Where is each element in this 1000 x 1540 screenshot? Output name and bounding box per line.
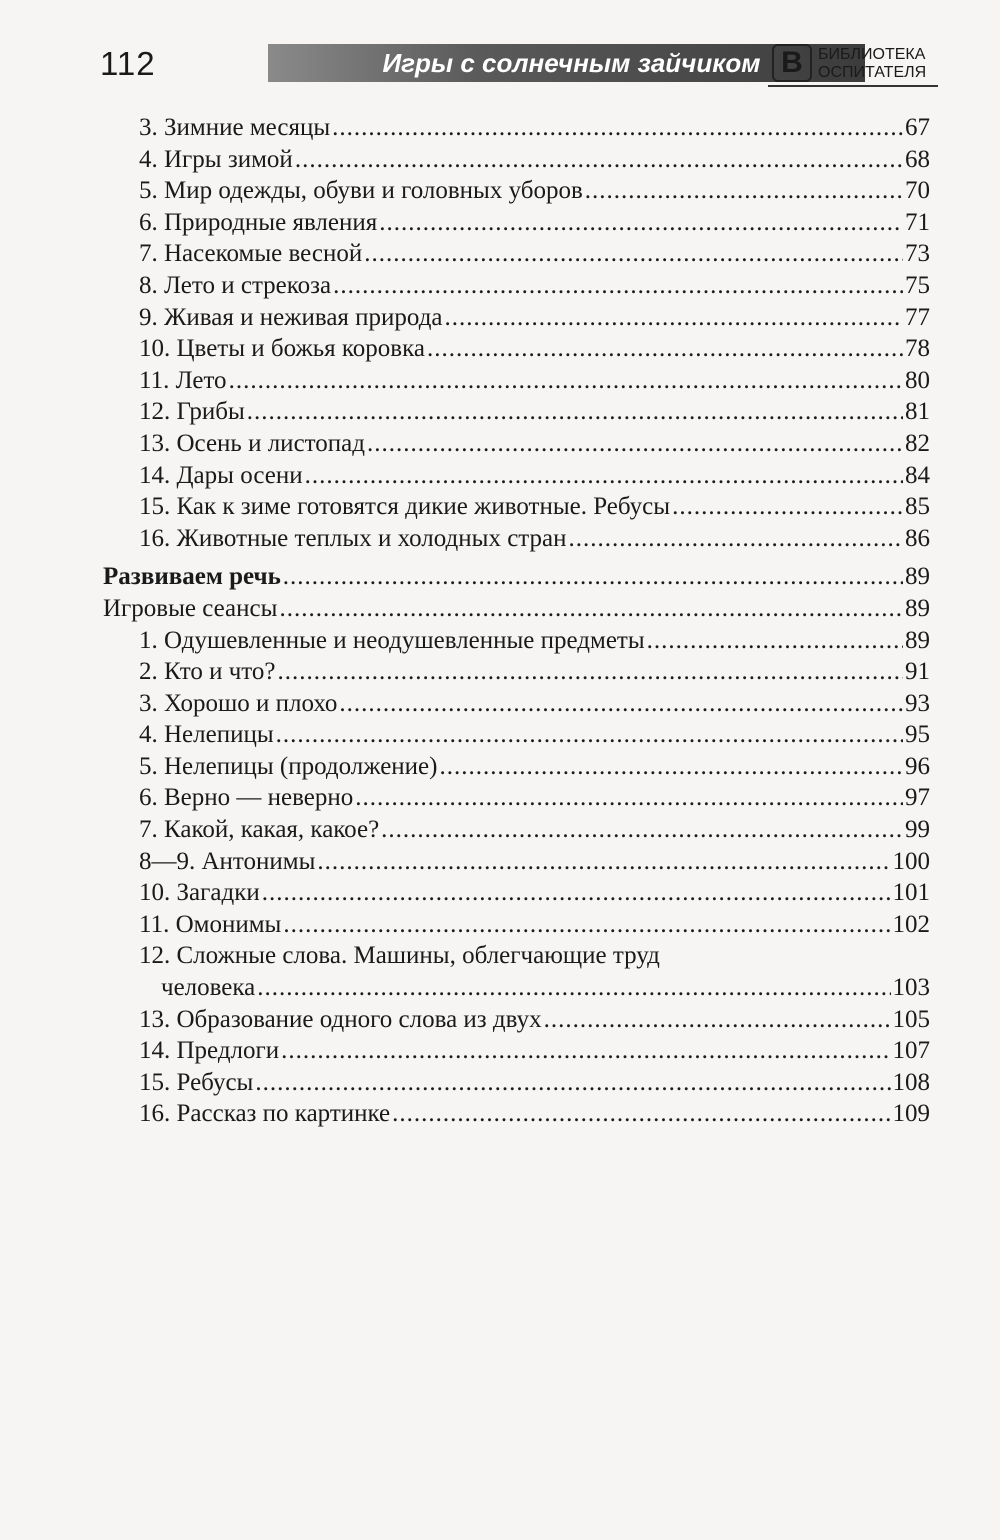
toc-dot-leader bbox=[585, 175, 903, 207]
page-number: 112 bbox=[100, 45, 156, 82]
toc-entry-page: 77 bbox=[905, 303, 930, 331]
toc-entry-page: 68 bbox=[905, 145, 930, 173]
toc-entry-page: 82 bbox=[905, 429, 930, 457]
toc-entry-page: 109 bbox=[892, 1100, 930, 1128]
toc-dot-leader bbox=[277, 656, 903, 688]
toc-entry[interactable] bbox=[103, 1067, 930, 1099]
toc-entry[interactable] bbox=[103, 909, 930, 941]
toc-dot-leader bbox=[355, 782, 903, 814]
toc-dot-leader bbox=[392, 1098, 890, 1130]
series-logo-letter: В bbox=[772, 44, 812, 82]
toc-dot-leader bbox=[305, 460, 903, 492]
toc-entry-title: 6. Природные явления bbox=[139, 208, 378, 236]
toc-entry-page: 100 bbox=[892, 847, 930, 875]
toc-entry-title: 13. Образование одного слова из двух bbox=[139, 1005, 542, 1033]
toc-entry[interactable] bbox=[103, 593, 930, 625]
toc-dot-leader bbox=[672, 491, 903, 523]
toc-dot-leader bbox=[381, 814, 903, 846]
toc-entry[interactable] bbox=[103, 877, 930, 909]
toc-entry-title: Развиваем речь bbox=[103, 563, 281, 591]
toc-entry-title: 1. Одушевленные и неодушевленные предметы bbox=[139, 626, 645, 654]
toc-entry-title: 5. Нелепицы (продолжение) bbox=[139, 752, 438, 780]
toc-entry[interactable] bbox=[103, 523, 930, 555]
toc-entry[interactable] bbox=[103, 428, 930, 460]
toc-entry-page: 107 bbox=[892, 1037, 930, 1065]
toc-entry-page: 89 bbox=[905, 563, 930, 591]
toc-dot-leader bbox=[255, 1067, 890, 1099]
toc-entry-title: 11. Лето bbox=[139, 366, 227, 394]
toc-dot-leader bbox=[295, 144, 903, 176]
toc-entry-title: 14. Предлоги bbox=[139, 1037, 280, 1065]
toc-dot-leader bbox=[283, 909, 890, 941]
toc-entry-page: 102 bbox=[892, 910, 930, 938]
toc-entry-title: 11. Омонимы bbox=[139, 910, 282, 938]
toc-dot-leader bbox=[427, 333, 903, 365]
toc-entry[interactable] bbox=[103, 112, 930, 144]
toc-entry-title: 2. Кто и что? bbox=[139, 658, 276, 686]
toc-entry[interactable] bbox=[103, 846, 930, 878]
toc-entry[interactable] bbox=[103, 460, 930, 492]
toc-dot-leader bbox=[367, 428, 903, 460]
toc-entry-page: 75 bbox=[905, 271, 930, 299]
toc-entry-title: 15. Ребусы bbox=[139, 1068, 254, 1096]
toc-entry-title: 6. Верно — неверно bbox=[139, 784, 354, 812]
toc-dot-leader bbox=[283, 561, 903, 593]
toc-entry-page: 73 bbox=[905, 240, 930, 268]
toc-dot-leader bbox=[281, 1035, 890, 1067]
toc-dot-leader bbox=[317, 846, 890, 878]
toc-entry-title: 9. Живая и неживая природа bbox=[139, 303, 443, 331]
toc-entry-page: 84 bbox=[905, 461, 930, 489]
toc-entry[interactable] bbox=[103, 396, 930, 428]
toc-section-heading[interactable] bbox=[103, 561, 930, 593]
toc-dot-leader bbox=[257, 972, 890, 1004]
toc-entry-page: 80 bbox=[905, 366, 930, 394]
toc-entry-page: 89 bbox=[905, 626, 930, 654]
toc-entry[interactable] bbox=[103, 719, 930, 751]
toc-entry-page: 86 bbox=[905, 524, 930, 552]
toc-entry[interactable] bbox=[103, 782, 930, 814]
toc-dot-leader bbox=[569, 523, 903, 555]
toc-entry-title: 8—9. Антонимы bbox=[139, 847, 316, 875]
toc-entry-page: 67 bbox=[905, 114, 930, 141]
toc-entry-title: Игровые сеансы bbox=[103, 594, 278, 622]
toc-dot-leader bbox=[439, 751, 903, 783]
toc-entry-page: 78 bbox=[905, 335, 930, 363]
toc-dot-leader bbox=[379, 207, 903, 239]
page-header bbox=[100, 40, 938, 90]
toc-entry-page: 70 bbox=[905, 177, 930, 205]
toc-entry-title: 16. Животные теплых и холодных стран bbox=[139, 524, 567, 552]
toc-entry-title: 12. Грибы bbox=[139, 398, 245, 426]
toc-entry[interactable] bbox=[103, 175, 930, 207]
toc-entry-page: 95 bbox=[905, 721, 930, 749]
running-title: Игры с солнечным зайчиком bbox=[382, 48, 761, 78]
toc-entry-page: 105 bbox=[892, 1005, 930, 1033]
toc-entry-page: 89 bbox=[905, 594, 930, 622]
toc-entry[interactable] bbox=[103, 491, 930, 523]
toc-entry[interactable] bbox=[103, 144, 930, 176]
toc-entry[interactable] bbox=[103, 625, 930, 657]
toc-entry-title: 14. Дары осени bbox=[139, 461, 303, 489]
toc-entry-title: 4. Игры зимой bbox=[139, 145, 293, 173]
toc-entry[interactable] bbox=[103, 333, 930, 365]
toc-entry-title: 3. Хорошо и плохо bbox=[139, 689, 338, 717]
toc-entry-page: 99 bbox=[905, 816, 930, 844]
toc-entry-page: 93 bbox=[905, 689, 930, 717]
toc-dot-leader bbox=[333, 270, 903, 302]
toc-entry-title: 15. Как к зиме готовятся дикие животные. Ребусы bbox=[139, 493, 671, 521]
toc-entry[interactable] bbox=[103, 688, 930, 720]
toc-dot-leader bbox=[364, 238, 903, 270]
toc-entry-page: 108 bbox=[892, 1068, 930, 1096]
toc-entry-title: 3. Зимние месяцы bbox=[139, 114, 331, 141]
toc-entry[interactable] bbox=[103, 1035, 930, 1067]
toc-entry[interactable] bbox=[103, 814, 930, 846]
toc-dot-leader bbox=[445, 302, 903, 334]
toc-entry-title: 7. Какой, какая, какое? bbox=[139, 816, 380, 844]
toc-dot-leader bbox=[262, 877, 891, 909]
toc-entry-title: человека bbox=[161, 974, 256, 1002]
toc-entry-title: 10. Цветы и божья коровка bbox=[139, 335, 425, 363]
toc-dot-leader bbox=[544, 1004, 891, 1036]
toc-entry[interactable] bbox=[103, 751, 930, 783]
series-logo-line2: ОСПИТАТЕЛЯ bbox=[818, 64, 927, 81]
toc-entry[interactable] bbox=[103, 207, 930, 239]
toc-entry-title: 13. Осень и листопад bbox=[139, 429, 365, 457]
toc-dot-leader bbox=[279, 593, 903, 625]
toc-entry-title: 16. Рассказ по картинке bbox=[139, 1100, 391, 1128]
toc-entry-title: 5. Мир одежды, обуви и головных уборов bbox=[139, 177, 583, 205]
toc-dot-leader bbox=[332, 112, 903, 144]
toc-entry-page: 91 bbox=[905, 658, 930, 686]
toc-entry-page: 103 bbox=[892, 974, 930, 1002]
series-logo bbox=[772, 44, 938, 84]
toc-dot-leader bbox=[247, 396, 903, 428]
toc-dot-leader bbox=[229, 365, 903, 397]
toc-entry-title: 12. Сложные слова. Машины, облегчающие труд bbox=[139, 942, 660, 970]
series-logo-line1: БИБЛИОТЕКА bbox=[818, 46, 926, 63]
toc-entry-title: 4. Нелепицы bbox=[139, 721, 274, 749]
header-rule bbox=[768, 85, 938, 87]
toc-entry-page: 97 bbox=[905, 784, 930, 812]
toc-dot-leader bbox=[339, 688, 903, 720]
toc-entry[interactable] bbox=[103, 270, 930, 302]
toc-entry[interactable] bbox=[103, 940, 930, 972]
toc-entry[interactable] bbox=[103, 238, 930, 270]
toc-entry[interactable] bbox=[103, 1098, 930, 1130]
toc-entry-page: 85 bbox=[905, 493, 930, 521]
toc-entry-title: 10. Загадки bbox=[139, 879, 260, 907]
toc-entry-page: 96 bbox=[905, 752, 930, 780]
toc-entry[interactable] bbox=[103, 656, 930, 688]
toc-entry-page: 101 bbox=[892, 879, 930, 907]
toc-entry[interactable] bbox=[103, 365, 930, 397]
toc-entry[interactable] bbox=[103, 1004, 930, 1036]
table-of-contents bbox=[103, 112, 930, 1130]
toc-entry-page: 71 bbox=[905, 208, 930, 236]
toc-entry-title: 7. Насекомые весной bbox=[139, 240, 363, 268]
toc-dot-leader bbox=[276, 719, 903, 751]
toc-entry[interactable] bbox=[103, 972, 930, 1004]
toc-dot-leader bbox=[647, 625, 903, 657]
toc-entry-title: 8. Лето и стрекоза bbox=[139, 271, 332, 299]
toc-entry[interactable] bbox=[103, 302, 930, 334]
toc-entry-page: 81 bbox=[905, 398, 930, 426]
